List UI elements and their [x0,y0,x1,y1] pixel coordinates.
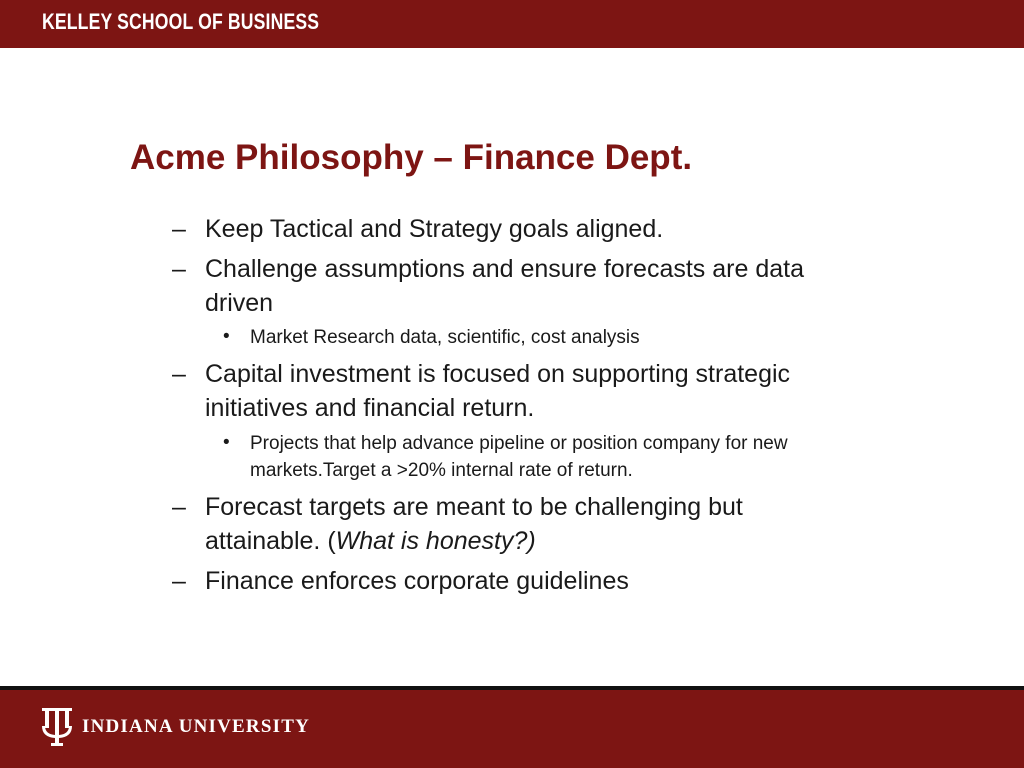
dash-bullet-icon: – [172,567,186,595]
list-item [205,252,905,320]
list-item-line: Projects that help advance pipeline or position company for new [250,433,788,454]
list-item [205,357,905,425]
list-item-line [205,524,905,558]
slide-title: Acme Philosophy – Finance Dept. [130,138,693,177]
list-item-line: Challenge assumptions and ensure forecasts are data [205,255,804,283]
list-item-line: Capital investment is focused on supporting strategic [205,360,791,388]
iu-trident-icon [42,708,72,751]
dot-bullet-icon: • [223,326,230,347]
footer-bar [0,690,1024,768]
university-name: INDIANA UNIVERSITY [82,716,311,737]
school-name: KELLEY SCHOOL OF BUSINESS [42,9,320,34]
list-item-line: markets.Target a >20% internal rate of return. [250,460,633,481]
header-bar [0,0,1024,48]
list-item-text: attainable. ( [205,527,336,555]
list-item: Keep Tactical and Strategy goals aligned. [205,215,664,243]
list-item-line: Forecast targets are meant to be challenging but [205,493,743,521]
list-item-emphasis: What is honesty?) [335,527,536,555]
dash-bullet-icon: – [172,360,186,388]
list-item [205,490,905,558]
sub-list-item: Market Research data, scientific, cost analysis [250,327,640,348]
list-item: Finance enforces corporate guidelines [205,567,629,595]
list-item-line: driven [205,289,274,317]
dot-bullet-icon: • [223,432,230,453]
dash-bullet-icon: – [172,493,186,521]
list-item-line: initiatives and financial return. [205,394,535,422]
sub-list-item [250,430,910,484]
dash-bullet-icon: – [172,255,186,283]
dash-bullet-icon: – [172,215,186,243]
